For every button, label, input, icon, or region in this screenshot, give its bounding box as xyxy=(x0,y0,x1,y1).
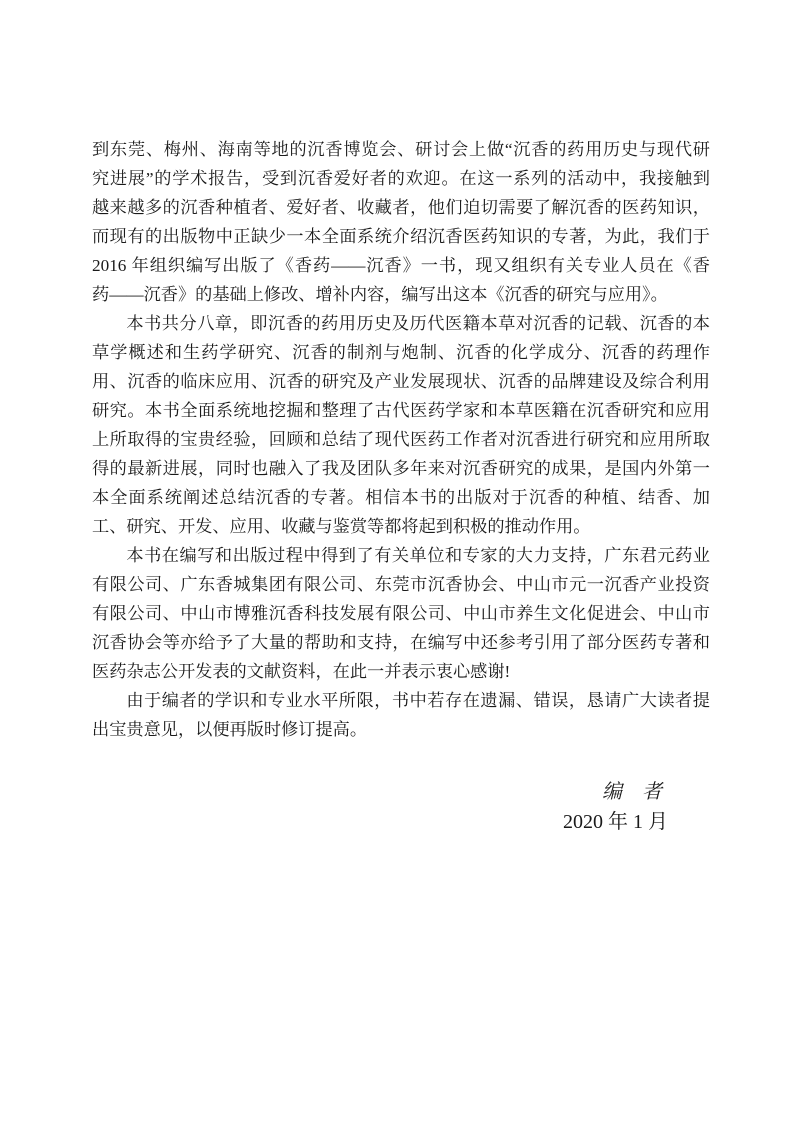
text-line: 有限公司、中山市博雅沉香科技发展有限公司、中山市养生文化促进会、中山市 xyxy=(92,604,710,623)
text-line: 沉香协会等亦给予了大量的帮助和支持，在编写中还参考引用了部分医药专著和 xyxy=(92,633,710,652)
signature-date: 2020 年 1 月 xyxy=(563,811,668,833)
text-line: 草学概述和生药学研究、沉香的制剂与炮制、沉香的化学成分、沉香的药理作 xyxy=(92,343,710,362)
text-line: 药——沉香》的基础上修改、增补内容，编写出这本《沉香的研究与应用》。 xyxy=(92,285,668,304)
preface-text-block xyxy=(92,135,710,744)
text-line: 到东莞、梅州、海南等地的沉香博览会、研讨会上做“沉香的药用历史与现代研 xyxy=(92,140,710,159)
text-line: 本全面系统阐述总结沉香的专著。相信本书的出版对于沉香的种植、结香、加 xyxy=(92,488,710,507)
text-line: 出宝贵意见，以便再版时修订提高。 xyxy=(92,720,368,739)
text-line: 有限公司、广东香城集团有限公司、东莞市沉香协会、中山市元一沉香产业投资 xyxy=(92,575,710,594)
text-line: 究进展”的学术报告，受到沉香爱好者的欢迎。在这一系列的活动中，我接触到 xyxy=(92,169,710,188)
text-line: 医药杂志公开发表的文献资料，在此一并表示衷心感谢! xyxy=(92,662,511,681)
text-line: 研究。本书全面系统地挖掘和整理了古代医药学家和本草医籍在沉香研究和应用 xyxy=(92,401,710,420)
text-line: 本书在编写和出版过程中得到了有关单位和专家的大力支持，广东君元药业 xyxy=(126,546,710,565)
text-line: 工、研究、开发、应用、收藏与鉴赏等都将起到积极的推动作用。 xyxy=(92,517,591,536)
text-line: 本书共分八章，即沉香的药用历史及历代医籍本草对沉香的记载、沉香的本 xyxy=(126,314,710,333)
signature-author: 编 者 xyxy=(602,781,662,803)
text-line: 得的最新进展，同时也融入了我及团队多年来对沉香研究的成果，是国内外第一 xyxy=(92,459,710,478)
text-line: 2016 年组织编写出版了《香药——沉香》一书，现又组织有关专业人员在《香 xyxy=(92,256,710,275)
text-line: 用、沉香的临床应用、沉香的研究及产业发展现状、沉香的品牌建设及综合利用 xyxy=(92,372,710,391)
text-line: 上所取得的宝贵经验，回顾和总结了现代医药工作者对沉香进行研究和应用所取 xyxy=(92,430,710,449)
text-line: 由于编者的学识和专业水平所限，书中若存在遗漏、错误，恳请广大读者提 xyxy=(126,691,710,710)
text-line: 而现有的出版物中正缺少一本全面系统介绍沉香医药知识的专著，为此，我们于 xyxy=(92,227,710,246)
text-line: 越来越多的沉香种植者、爱好者、收藏者，他们迫切需要了解沉香的医药知识， xyxy=(92,198,710,217)
